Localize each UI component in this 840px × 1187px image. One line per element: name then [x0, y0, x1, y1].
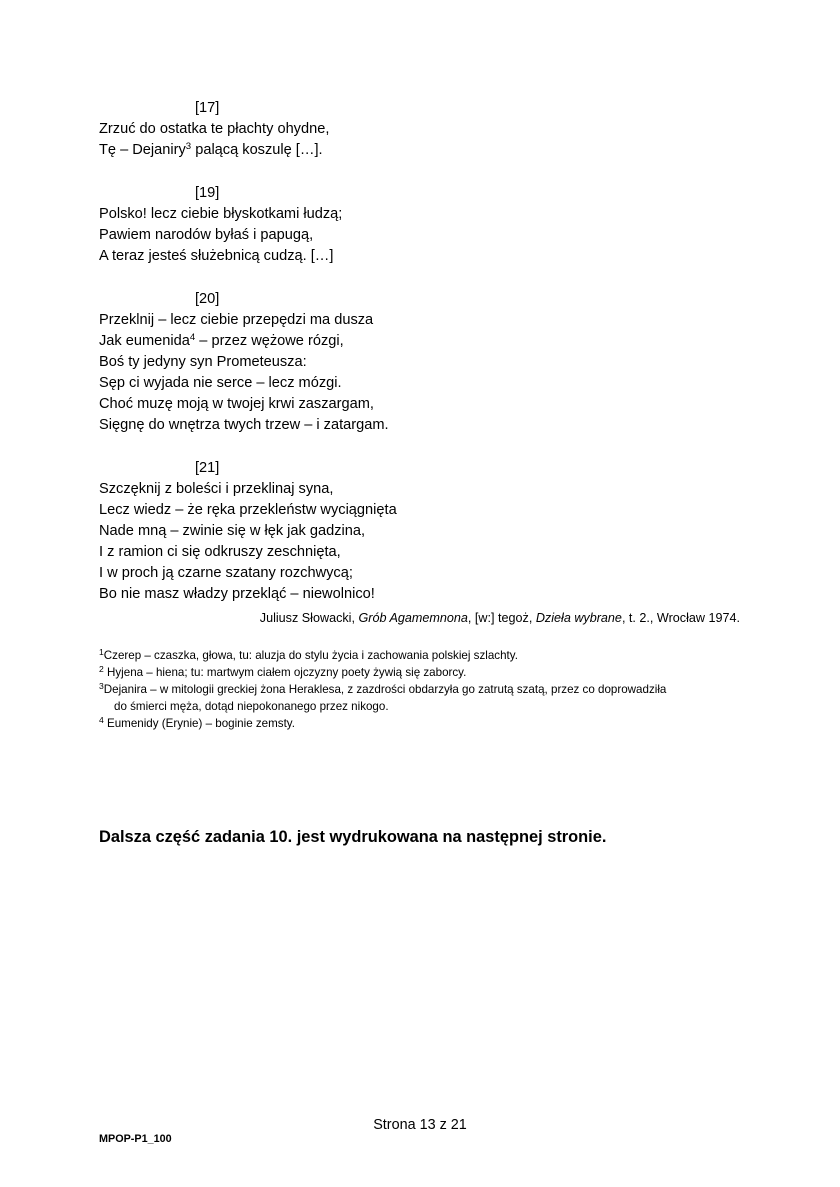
verse-text: I w proch ją czarne szatany rozchwycą; [99, 565, 353, 581]
verse-text: Pawiem narodów byłaś i papugą, [99, 227, 314, 243]
footnote-marker: 3 [99, 681, 104, 692]
verse-text: Polsko! lecz ciebie błyskotkami łudzą; [99, 206, 343, 222]
footnote-marker: 4 [99, 714, 104, 725]
exam-code-footer: MPOP-P1_100 [99, 1133, 172, 1145]
verse-line [99, 310, 759, 331]
verse-text: Nade mną – zwinie się w łęk jak gadzina, [99, 523, 366, 539]
verse-text: Boś ty jedyny syn Prometeusza: [99, 354, 307, 370]
footnote-marker: 1 [99, 646, 104, 657]
footnotes-block [99, 648, 759, 733]
verse-text: Sęp ci wyjada nie serce – lecz mózgi. [99, 375, 342, 391]
footnote-text: Eumenidy (Erynie) – boginie zemsty. [103, 716, 295, 730]
verse-line [99, 373, 759, 394]
attribution-collection-title: Dzieła wybrane [535, 611, 622, 625]
stanza-number: [21] [195, 460, 220, 476]
verse-line [99, 225, 759, 246]
stanza-17 [99, 98, 759, 161]
verse-line [99, 394, 759, 415]
verse-line [99, 563, 759, 584]
footnote-text: Hyjena – hiena; tu: martwym ciałem ojczyzny poety żywią się zaborcy. [103, 666, 467, 680]
verse-text-tail: – przez wężowe rózgi, [195, 333, 344, 349]
verse-line [99, 331, 759, 352]
verse-line [99, 542, 759, 563]
verse-text: A teraz jesteś służebnicą cudzą. […] [99, 248, 334, 264]
verse-line [99, 246, 759, 267]
verse-text: I z ramion ci się odkruszy zeschnięta, [99, 544, 341, 560]
attribution-publication: , t. 2., Wrocław 1974. [621, 611, 740, 625]
stanza-number: [19] [195, 185, 220, 201]
poem-body [99, 98, 759, 605]
stanza-number: [17] [195, 100, 220, 116]
attribution-work-title: Grób Agamemnona [358, 611, 468, 625]
verse-text: Szczęknij z boleści i przeklinaj syna, [99, 481, 334, 497]
page-number-footer: Strona 13 z 21 [373, 1117, 467, 1133]
stanza-21 [99, 458, 759, 605]
verse-line [99, 119, 759, 140]
verse-text: Tę – Dejaniry [99, 142, 186, 158]
footnote-item [99, 665, 759, 681]
footnote-text: Czerep – czaszka, głowa, tu: aluzja do stylu życia i zachowania polskiej szlachty. [103, 649, 518, 662]
verse-text: Zrzuć do ostatka te płachty ohydne, [99, 121, 330, 137]
verse-line [99, 352, 759, 373]
attribution-middle: , [w:] tegoż, [467, 611, 536, 625]
verse-line [99, 415, 759, 436]
verse-text: Sięgnę do wnętrza twych trzew – i zatargam. [99, 417, 389, 433]
footnote-ref-4: 4 [189, 332, 196, 343]
stanza-19 [99, 183, 759, 267]
source-attribution [99, 610, 740, 627]
footnote-text: Dejanira – w mitologii greckiej żona Heraklesa, z zazdrości obdarzyła go zatrutą szatą, przez co doprowadziła [103, 683, 667, 697]
verse-line [99, 521, 759, 542]
footnote-ref-3: 3 [185, 141, 192, 152]
footnote-item [99, 716, 759, 732]
footnote-marker: 2 [99, 664, 104, 675]
verse-text: Jak eumenida [99, 333, 190, 349]
continuation-notice: Dalsza część zadania 10. jest wydrukowana na następnej stronie. [99, 828, 607, 846]
footnote-text-continuation: do śmierci męża, dotąd niepokonanego przez nikogo. [114, 699, 389, 713]
verse-text: Lecz wiedz – że ręka przekleństw wyciągnięta [99, 502, 397, 518]
footnote-item [99, 648, 759, 664]
verse-line [99, 140, 759, 161]
verse-text-tail: palącą koszulę […]. [191, 142, 323, 158]
verse-line [99, 479, 759, 500]
verse-line [99, 204, 759, 225]
footnote-item [99, 682, 759, 714]
verse-text: Choć muzę moją w twojej krwi zaszargam, [99, 396, 374, 412]
attribution-author: Juliusz Słowacki, [259, 611, 359, 625]
verse-text: Bo nie masz władzy przekląć – niewolnico! [99, 586, 375, 602]
stanza-number: [20] [195, 291, 220, 307]
stanza-20 [99, 289, 759, 436]
verse-line [99, 500, 759, 521]
verse-text: Przeklnij – lecz ciebie przepędzi ma dusza [99, 312, 374, 328]
verse-line [99, 584, 759, 605]
